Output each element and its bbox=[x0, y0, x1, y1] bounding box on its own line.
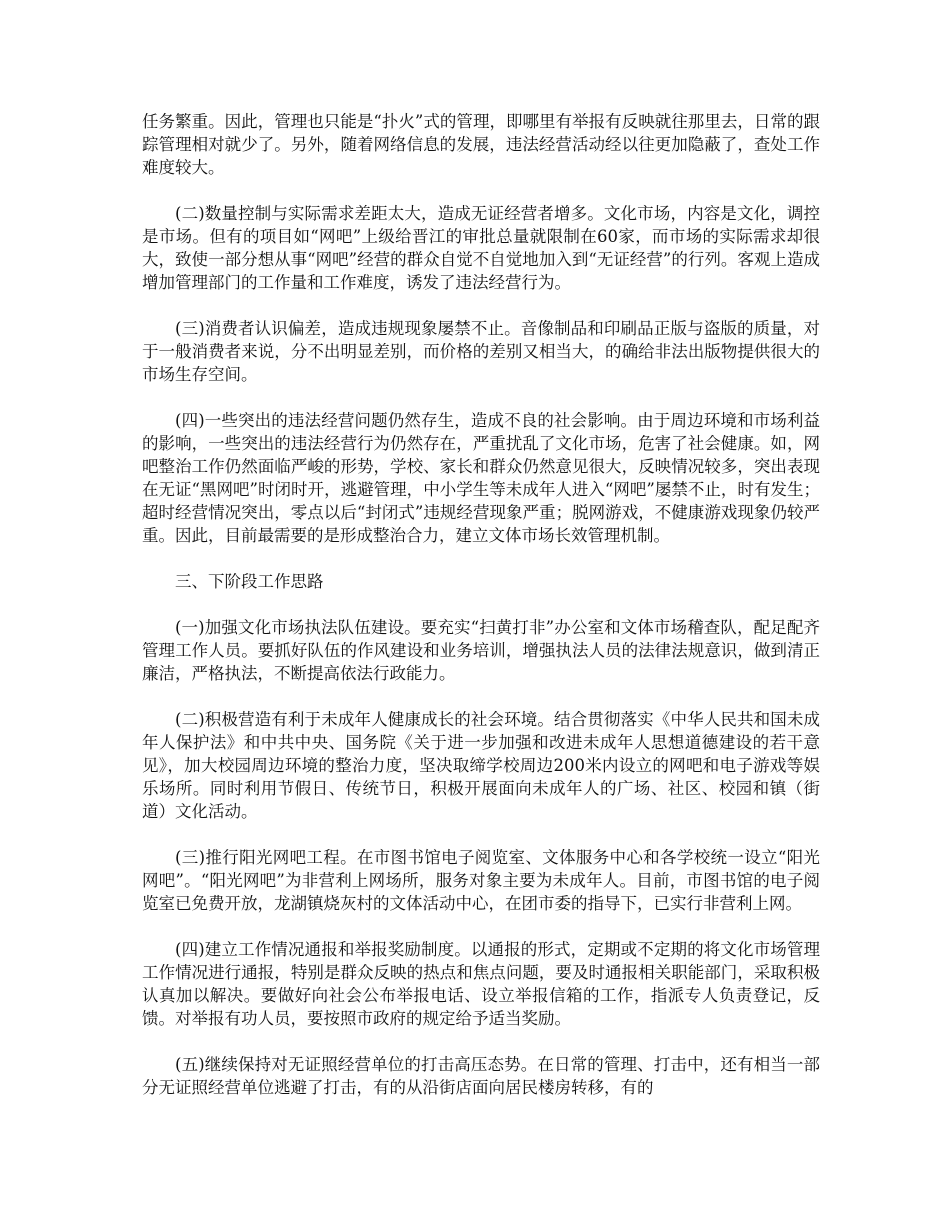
section-heading-3: 三、下阶段工作思路 bbox=[175, 572, 324, 591]
paragraph-section3-item3: (三)推行阳光网吧工程。在市图书馆电子阅览室、文体服务中心和各学校统一设立“阳光网吧”。“阳光网吧”为非营利上网场所，服务对象主要为未成年人。目前，市图书馆的电子阅览室已免费开放，龙湖镇烧灰村的文体活动中心，在团市委的指导下，已实行非营利上网。 bbox=[142, 848, 820, 913]
paragraph-section2-item4: (四)一些突出的违法经营问题仍然存生，造成不良的社会影响。由于周边环境和市场利益的影响，一些突出的违法经营行为仍然存在，严重扰乱了文化市场，危害了社会健康。如，网吧整治工作仍然面临严峻的形势，学校、家长和群众仍然意见很大，反映情况较多，突出表现在无证“黑网吧”时闭时开，逃避管理，中小学生等未成年人进入“网吧”屡禁不止，时有发生；超时经营情况突出，零点以后“封闭式”违规经营现象严重；脱网游戏，不健康游戏现象仍较严重。因此，目前最需要的是形成整治合力，建立文体市场长效管理机制。 bbox=[142, 411, 820, 545]
paragraph-section3-item4: (四)建立工作情况通报和举报奖励制度。以通报的形式，定期或不定期的将文化市场管理工作情况进行通报，特别是群众反映的热点和焦点问题，要及时通报相关职能部门，采取积极认真加以解决。要做好向社会公布举报电话、设立举报信箱的工作，指派专人负责登记，反馈。对举报有功人员，要按照市政府的规定给予适当奖励。 bbox=[142, 940, 820, 1028]
paragraph-section2-item2: (二)数量控制与实际需求差距太大，造成无证经营者增多。文化市场，内容是文化，调控是市场。但有的项目如“网吧”上级给晋江的审批总量就限制在60家，而市场的实际需求却很大，致使一部分想从事“网吧”经营的群众自觉不自觉地加入到“无证经营”的行列。客观上造成增加管理部门的工作量和工作难度，诱发了违法经营行为。 bbox=[142, 204, 820, 292]
paragraph-section3-item5: (五)继续保持对无证照经营单位的打击高压态势。在日常的管理、打击中，还有相当一部分无证照经营单位逃避了打击，有的从沿街店面向居民楼房转移，有的 bbox=[142, 1055, 820, 1097]
paragraph-section3-item1: (一)加强文化市场执法队伍建设。要充实“扫黄打非”办公室和文体市场稽查队，配足配齐管理工作人员。要抓好队伍的作风建设和业务培训，增强执法人员的法律法规意识，做到清正廉洁，严格执法，不断提高依法行政能力。 bbox=[142, 618, 820, 683]
paragraph-continuation: 任务繁重。因此，管理也只能是“扑火”式的管理，即哪里有举报有反映就往那里去，日常的跟踪管理相对就少了。另外，随着网络信息的发展，违法经营活动经以往更加隐蔽了，查处工作难度较大。 bbox=[142, 112, 820, 177]
paragraph-section2-item3: (三)消费者认识偏差，造成违规现象屡禁不止。音像制品和印刷品正版与盗版的质量，对于一般消费者来说，分不出明显差别，而价格的差别又相当大，的确给非法出版物提供很大的市场生存空间。 bbox=[142, 319, 820, 384]
paragraph-section3-item2: (二)积极营造有利于未成年人健康成长的社会环境。结合贯彻落实《中华人民共和国未成年人保护法》和中共中央、国务院《关于进一步加强和改进未成年人思想道德建设的若干意见》，加大校园周边环境的整治力度，坚决取缔学校周边200米内设立的网吧和电子游戏等娱乐场所。同时利用节假日、传统节日，积极开展面向未成年人的广场、社区、校园和镇（街道）文化活动。 bbox=[142, 710, 820, 821]
